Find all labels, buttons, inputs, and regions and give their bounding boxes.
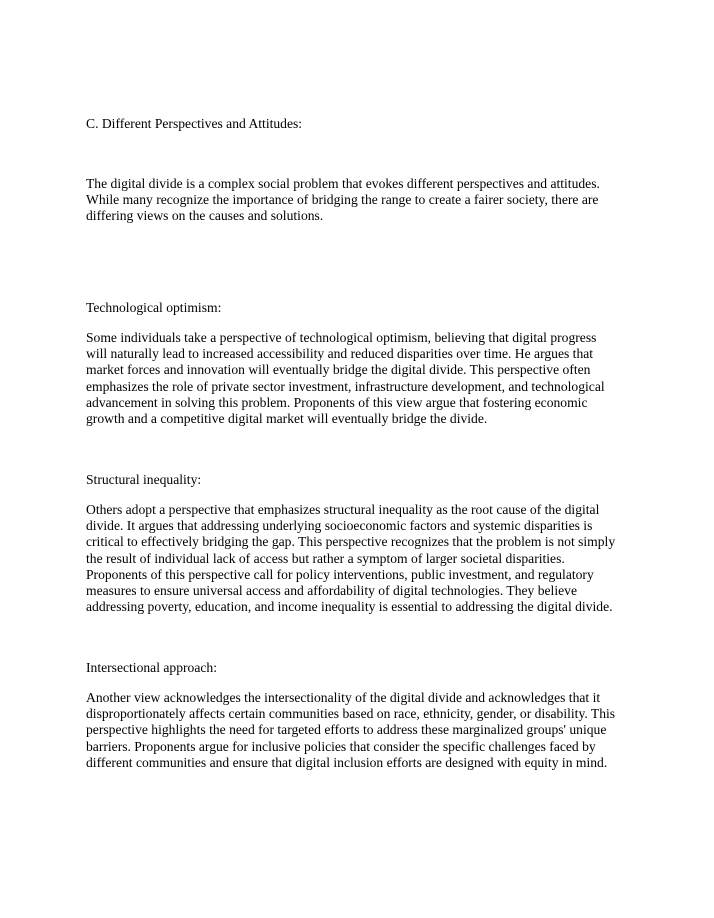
structural-inequality-heading: Structural inequality: [86,472,202,487]
structural-inequality-paragraph: Others adopt a perspective that emphasizes structural inequality as the root cause of the digital divide. It argues that addressing underlying socioeconomic factors and systemic disparities is critical to effectively bridging the gap. This perspective recognizes that the problem is not simply the result of individual lack of access but rather a symptom of larger societal disparities. Proponents of this perspective call for policy interventions, public investment, and regulatory measures to ensure universal access and affordability of digital technologies. They believe addressing poverty, education, and income inequality is essential to addressing the digital divide. [86,502,616,615]
section-heading: C. Different Perspectives and Attitudes: [86,116,303,131]
technological-optimism-heading: Technological optimism: [86,300,222,315]
technological-optimism-paragraph: Some individuals take a perspective of technological optimism, believing that digital progress will naturally lead to increased accessibility and reduced disparities over time. He argues that market forces and innovation will eventually bridge the digital divide. This perspective often emphasizes the role of private sector investment, infrastructure development, and technological advancement in solving this problem. Proponents of this view argue that fostering economic growth and a competitive digital market will eventually bridge the divide. [86,330,605,427]
intro-paragraph: The digital divide is a complex social problem that evokes different perspectives and attitudes. While many recognize the importance of bridging the range to create a fairer society, there are differing views on the causes and solutions. [86,176,600,224]
intersectional-approach-heading: Intersectional approach: [86,660,217,675]
intersectional-approach-paragraph: Another view acknowledges the intersectionality of the digital divide and acknowledges that it disproportionately affects certain communities based on race, ethnicity, gender, or disability. This perspective highlights the need for targeted efforts to address these marginalized groups' unique barriers. Proponents argue for inclusive policies that consider the specific challenges faced by different communities and ensure that digital inclusion efforts are designed with equity in mind. [86,690,616,770]
